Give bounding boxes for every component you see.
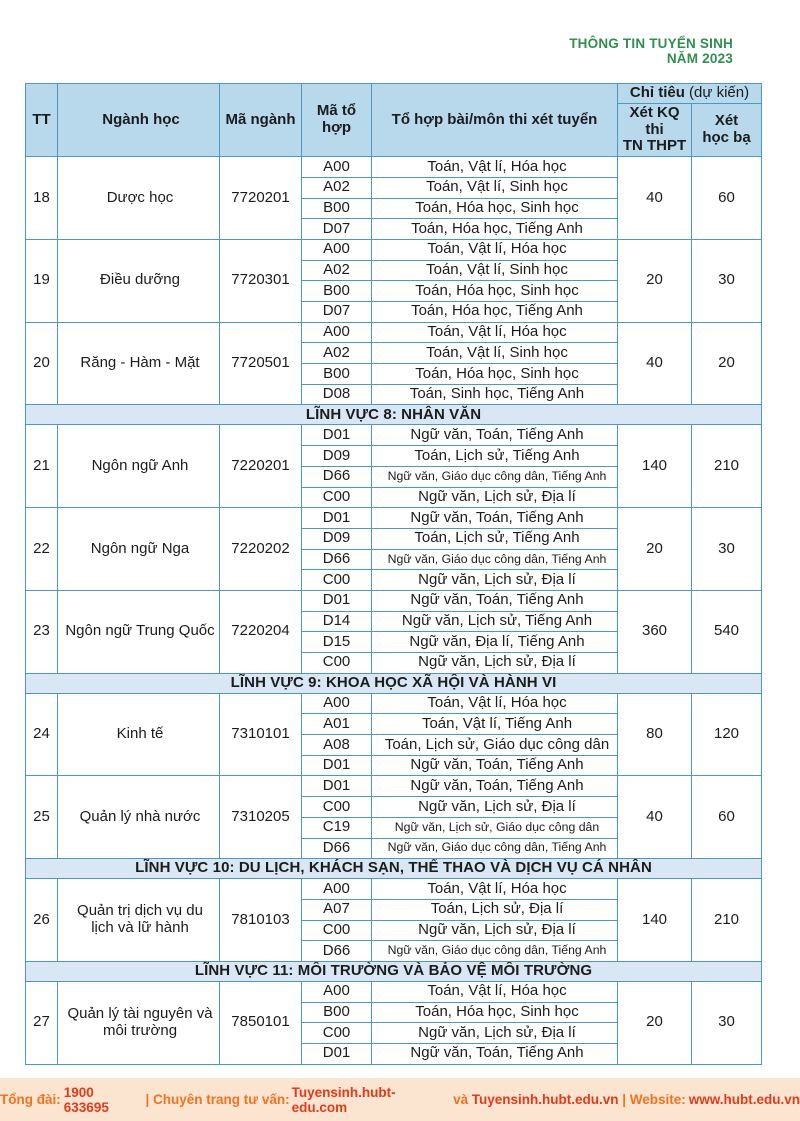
combo-code-cell: D14 — [302, 611, 372, 632]
table-row — [26, 425, 762, 446]
footer-label-text: và — [449, 1092, 472, 1107]
combo-subjects-cell: Toán, Hóa học, Sinh học — [372, 281, 618, 302]
combo-code-cell: A02 — [302, 260, 372, 281]
combo-subjects-cell: Toán, Vật lí, Hóa học — [372, 693, 618, 714]
combo-code-cell: A02 — [302, 177, 372, 198]
combo-subjects-cell: Ngữ văn, Giáo dục công dân, Tiếng Anh — [372, 941, 618, 962]
combo-code-cell: C19 — [302, 817, 372, 838]
combo-subjects-cell: Toán, Hóa học, Tiếng Anh — [372, 302, 618, 323]
combo-subjects-cell: Toán, Vật lí, Hóa học — [372, 157, 618, 178]
combo-code-cell: C00 — [302, 797, 372, 818]
combo-code-cell: B00 — [302, 281, 372, 302]
program-name-cell: Quản lý nhà nước — [58, 776, 220, 859]
table-row — [26, 981, 762, 1002]
combo-subjects-cell: Toán, Vật lí, Tiếng Anh — [372, 714, 618, 735]
quota-thpt-cell: 360 — [618, 590, 692, 673]
footer-label-text: | Chuyên trang tư vấn: — [141, 1092, 294, 1107]
combo-subjects-cell: Toán, Lịch sử, Tiếng Anh — [372, 446, 618, 467]
tt-cell: 18 — [26, 157, 58, 240]
combo-subjects-cell: Ngữ văn, Toán, Tiếng Anh — [372, 508, 618, 529]
table-row — [26, 322, 762, 343]
combo-subjects-cell: Ngữ văn, Lịch sử, Địa lí — [372, 487, 618, 508]
combo-code-cell: D01 — [302, 425, 372, 446]
combo-code-cell: B00 — [302, 364, 372, 385]
combo-subjects-cell: Toán, Lịch sử, Tiếng Anh — [372, 528, 618, 549]
tt-cell: 25 — [26, 776, 58, 859]
col-header-ma-nganh: Mã ngành — [220, 84, 302, 157]
xet-hocba-line2: học bạ — [702, 128, 751, 146]
quota-thpt-cell: 140 — [618, 425, 692, 508]
quota-thpt-cell: 40 — [618, 776, 692, 859]
quota-hocba-cell: 60 — [692, 157, 762, 240]
combo-code-cell: D09 — [302, 528, 372, 549]
table-row — [26, 776, 762, 797]
table-row — [26, 239, 762, 260]
combo-code-cell: C00 — [302, 920, 372, 941]
combo-subjects-cell: Ngữ văn, Lịch sử, Giáo dục công dân — [372, 817, 618, 838]
table-row — [26, 590, 762, 611]
combo-subjects-cell: Ngữ văn, Toán, Tiếng Anh — [372, 776, 618, 797]
combo-code-cell: D08 — [302, 384, 372, 405]
tt-cell: 19 — [26, 239, 58, 322]
combo-subjects-cell: Ngữ văn, Toán, Tiếng Anh — [372, 425, 618, 446]
combo-subjects-cell: Ngữ văn, Giáo dục công dân, Tiếng Anh — [372, 466, 618, 487]
program-name-cell: Điều dưỡng — [58, 239, 220, 322]
col-header-chi-tieu — [618, 84, 762, 104]
combo-code-cell: D66 — [302, 941, 372, 962]
combo-subjects-cell: Toán, Vật lí, Hóa học — [372, 239, 618, 260]
program-name-cell: Quản trị dịch vụ du lịch và lữ hành — [58, 879, 220, 962]
footer-highlight-text: 1900 633695 — [63, 1084, 109, 1115]
tt-cell: 20 — [26, 322, 58, 405]
combo-code-cell: D01 — [302, 590, 372, 611]
combo-subjects-cell: Toán, Lịch sử, Giáo dục công dân — [372, 735, 618, 756]
quota-hocba-cell: 60 — [692, 776, 762, 859]
section-row — [26, 405, 762, 425]
combo-code-cell: B00 — [302, 198, 372, 219]
combo-subjects-cell: Toán, Vật lí, Hóa học — [372, 322, 618, 343]
combo-subjects-cell: Ngữ văn, Lịch sử, Địa lí — [372, 653, 618, 674]
col-header-ma-to-hop: Mã tổ hợp — [302, 84, 372, 157]
program-code-cell: 7220201 — [220, 425, 302, 508]
combo-subjects-cell: Toán, Vật lí, Sinh học — [372, 260, 618, 281]
publication-title-line2: NĂM 2023 — [666, 51, 733, 66]
quota-thpt-cell: 80 — [618, 693, 692, 776]
admissions-table — [25, 83, 762, 1065]
combo-code-cell: A00 — [302, 157, 372, 178]
footer-label-text: | Website: — [618, 1092, 690, 1107]
table-row — [26, 157, 762, 178]
section-header: LĨNH VỰC 10: DU LỊCH, KHÁCH SẠN, THỂ THAO VÀ DỊCH VỤ CÁ NHÂN — [26, 859, 762, 879]
xet-hocba-line1: Xét — [714, 112, 739, 130]
quota-hocba-cell: 30 — [692, 239, 762, 322]
tt-cell: 22 — [26, 508, 58, 591]
section-header: LĨNH VỰC 9: KHOA HỌC XÃ HỘI VÀ HÀNH VI — [26, 673, 762, 693]
quota-hocba-cell: 210 — [692, 879, 762, 962]
combo-code-cell: A08 — [302, 735, 372, 756]
combo-subjects-cell: Toán, Hóa học, Sinh học — [372, 364, 618, 385]
combo-code-cell: D09 — [302, 446, 372, 467]
quota-thpt-cell: 20 — [618, 508, 692, 591]
combo-code-cell: C00 — [302, 570, 372, 591]
combo-subjects-cell: Toán, Hóa học, Tiếng Anh — [372, 219, 618, 240]
combo-subjects-cell: Ngữ văn, Toán, Tiếng Anh — [372, 1044, 618, 1065]
combo-subjects-cell: Ngữ văn, Lịch sử, Địa lí — [372, 570, 618, 591]
section-header: LĨNH VỰC 8: NHÂN VĂN — [26, 405, 762, 425]
tt-cell: 27 — [26, 981, 58, 1064]
program-name-cell: Ngôn ngữ Nga — [58, 508, 220, 591]
combo-code-cell: A00 — [302, 322, 372, 343]
combo-code-cell: D01 — [302, 755, 372, 776]
footer-highlight-text: www.hubt.edu.vn — [688, 1092, 800, 1107]
quota-thpt-cell: 140 — [618, 879, 692, 962]
col-header-tt: TT — [26, 84, 58, 157]
program-name-cell: Ngôn ngữ Trung Quốc — [58, 590, 220, 673]
combo-subjects-cell: Ngữ văn, Lịch sử, Địa lí — [372, 1023, 618, 1044]
combo-subjects-cell: Toán, Hóa học, Sinh học — [372, 198, 618, 219]
footer-highlight-text: Tuyensinh.hubt-edu.com — [291, 1084, 396, 1115]
combo-code-cell: D01 — [302, 1044, 372, 1065]
program-name-cell: Răng - Hàm - Mặt — [58, 322, 220, 405]
footer-label-text: Tổng đài: — [0, 1092, 65, 1107]
table-row — [26, 879, 762, 900]
program-name-cell: Ngôn ngữ Anh — [58, 425, 220, 508]
combo-code-cell: A00 — [302, 693, 372, 714]
quota-thpt-cell: 40 — [618, 322, 692, 405]
combo-subjects-cell: Toán, Hóa học, Sinh học — [372, 1002, 618, 1023]
program-code-cell: 7310101 — [220, 693, 302, 776]
contact-footer — [0, 1078, 800, 1121]
footer-highlight-text: Tuyensinh.hubt.edu.vn — [471, 1092, 619, 1107]
combo-code-cell: A00 — [302, 981, 372, 1002]
publication-title — [569, 36, 733, 66]
col-header-nganh-hoc: Ngành học — [58, 84, 220, 157]
combo-subjects-cell: Ngữ văn, Lịch sử, Địa lí — [372, 920, 618, 941]
quota-hocba-cell: 30 — [692, 508, 762, 591]
quota-thpt-cell: 20 — [618, 981, 692, 1064]
program-code-cell: 7810103 — [220, 879, 302, 962]
xet-kq-line2: TN THPT — [622, 137, 687, 155]
col-header-xet-kq-thpt — [618, 103, 692, 156]
combo-code-cell: A07 — [302, 899, 372, 920]
combo-code-cell: A00 — [302, 239, 372, 260]
tt-cell: 26 — [26, 879, 58, 962]
combo-code-cell: B00 — [302, 1002, 372, 1023]
combo-code-cell: A02 — [302, 343, 372, 364]
combo-subjects-cell: Toán, Sinh học, Tiếng Anh — [372, 384, 618, 405]
combo-code-cell: D07 — [302, 219, 372, 240]
combo-code-cell: D01 — [302, 508, 372, 529]
publication-title-line1: THÔNG TIN TUYỂN SINH — [569, 36, 733, 51]
program-code-cell: 7720301 — [220, 239, 302, 322]
quota-hocba-cell: 120 — [692, 693, 762, 776]
program-code-cell: 7220204 — [220, 590, 302, 673]
table-row — [26, 693, 762, 714]
program-code-cell: 7310205 — [220, 776, 302, 859]
chi-tieu-normal: (dự kiến) — [684, 84, 750, 101]
combo-code-cell: C00 — [302, 487, 372, 508]
quota-thpt-cell: 40 — [618, 157, 692, 240]
combo-subjects-cell: Ngữ văn, Toán, Tiếng Anh — [372, 590, 618, 611]
combo-subjects-cell: Toán, Lịch sử, Địa lí — [372, 899, 618, 920]
combo-code-cell: D66 — [302, 838, 372, 859]
chi-tieu-bold: Chỉ tiêu — [629, 84, 685, 101]
xet-kq-line1: Xét KQ thi — [629, 103, 680, 138]
combo-code-cell: C00 — [302, 1023, 372, 1044]
combo-subjects-cell: Ngữ văn, Lịch sử, Tiếng Anh — [372, 611, 618, 632]
combo-code-cell: D07 — [302, 302, 372, 323]
section-row — [26, 859, 762, 879]
combo-subjects-cell: Toán, Vật lí, Sinh học — [372, 177, 618, 198]
table-header — [26, 84, 762, 157]
col-header-to-hop-bai: Tổ hợp bài/môn thi xét tuyển — [372, 84, 618, 157]
combo-subjects-cell: Toán, Vật lí, Sinh học — [372, 343, 618, 364]
combo-subjects-cell: Ngữ văn, Lịch sử, Địa lí — [372, 797, 618, 818]
program-name-cell: Quản lý tài nguyên và môi trường — [58, 981, 220, 1064]
combo-code-cell: D66 — [302, 466, 372, 487]
combo-subjects-cell: Ngữ văn, Địa lí, Tiếng Anh — [372, 632, 618, 653]
combo-code-cell: D01 — [302, 776, 372, 797]
combo-code-cell: A01 — [302, 714, 372, 735]
quota-thpt-cell: 20 — [618, 239, 692, 322]
program-code-cell: 7720201 — [220, 157, 302, 240]
combo-subjects-cell: Ngữ văn, Giáo dục công dân, Tiếng Anh — [372, 838, 618, 859]
combo-code-cell: C00 — [302, 653, 372, 674]
section-header: LĨNH VỰC 11: MÔI TRƯỜNG VÀ BẢO VỆ MÔI TRƯỜNG — [26, 961, 762, 981]
section-row — [26, 961, 762, 981]
quota-hocba-cell: 20 — [692, 322, 762, 405]
tt-cell: 23 — [26, 590, 58, 673]
table-row — [26, 508, 762, 529]
combo-code-cell: A00 — [302, 879, 372, 900]
program-code-cell: 7720501 — [220, 322, 302, 405]
section-row — [26, 673, 762, 693]
quota-hocba-cell: 540 — [692, 590, 762, 673]
combo-subjects-cell: Ngữ văn, Giáo dục công dân, Tiếng Anh — [372, 549, 618, 570]
combo-code-cell: D66 — [302, 549, 372, 570]
combo-subjects-cell: Toán, Vật lí, Hóa học — [372, 981, 618, 1002]
combo-subjects-cell: Ngữ văn, Toán, Tiếng Anh — [372, 755, 618, 776]
tt-cell: 24 — [26, 693, 58, 776]
quota-hocba-cell: 210 — [692, 425, 762, 508]
program-name-cell: Dược học — [58, 157, 220, 240]
combo-subjects-cell: Toán, Vật lí, Hóa học — [372, 879, 618, 900]
table-body — [26, 157, 762, 1065]
program-code-cell: 7220202 — [220, 508, 302, 591]
program-name-cell: Kinh tế — [58, 693, 220, 776]
tt-cell: 21 — [26, 425, 58, 508]
combo-code-cell: D15 — [302, 632, 372, 653]
col-header-xet-hoc-ba — [692, 103, 762, 156]
program-code-cell: 7850101 — [220, 981, 302, 1064]
quota-hocba-cell: 30 — [692, 981, 762, 1064]
